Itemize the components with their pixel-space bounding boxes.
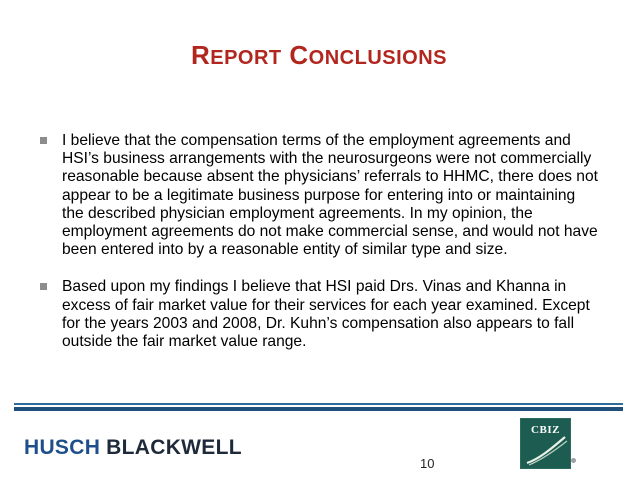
bullet-item [40,132,600,259]
title-rest-1: EPORT [210,47,282,69]
bullet-marker [40,137,47,144]
registered-mark-icon [571,458,576,463]
cbiz-swoosh-icon [521,419,570,468]
logo-blackwell: BLACKWELL [106,436,242,459]
bullet-text: I believe that the compensation terms of the employment agreements and HSI’s business arrangements with the neurosurgeons were not commercially reasonable because absent the physicians’ referrals to HHMC, there does not appear to be a legitimate business purpose for entering into or maintaining the described physician employment agreements. In my opinion, the employment agreements do not make commercial sense, and would not have been entered into by a reasonable entity of similar type and size. [62,132,598,259]
cbiz-logo-text: CBIZ [531,424,560,436]
title-rest-2: ONCLUSIONS [308,47,448,69]
slide-title [0,40,638,71]
logo-husch: HUSCH [24,436,101,459]
bullet-item [40,278,600,351]
cbiz-logo [520,418,571,469]
bullet-text: Based upon my findings I believe that HSI paid Drs. Vinas and Khanna in excess of fair market value for their services for each year examined. Except for the years 2003 and 2008, Dr. Kuhn’s compensation also appears to fall outside the fair market value range. [62,278,590,351]
husch-blackwell-logo [24,436,242,460]
bullet-marker [40,283,47,290]
page-number: 10 [420,456,435,471]
footer-rule-thin [14,403,623,405]
title-initial-1: R [190,40,211,70]
footer-rule-thick [14,407,623,411]
title-initial-2: C [289,40,309,70]
bullet-list [40,132,600,351]
